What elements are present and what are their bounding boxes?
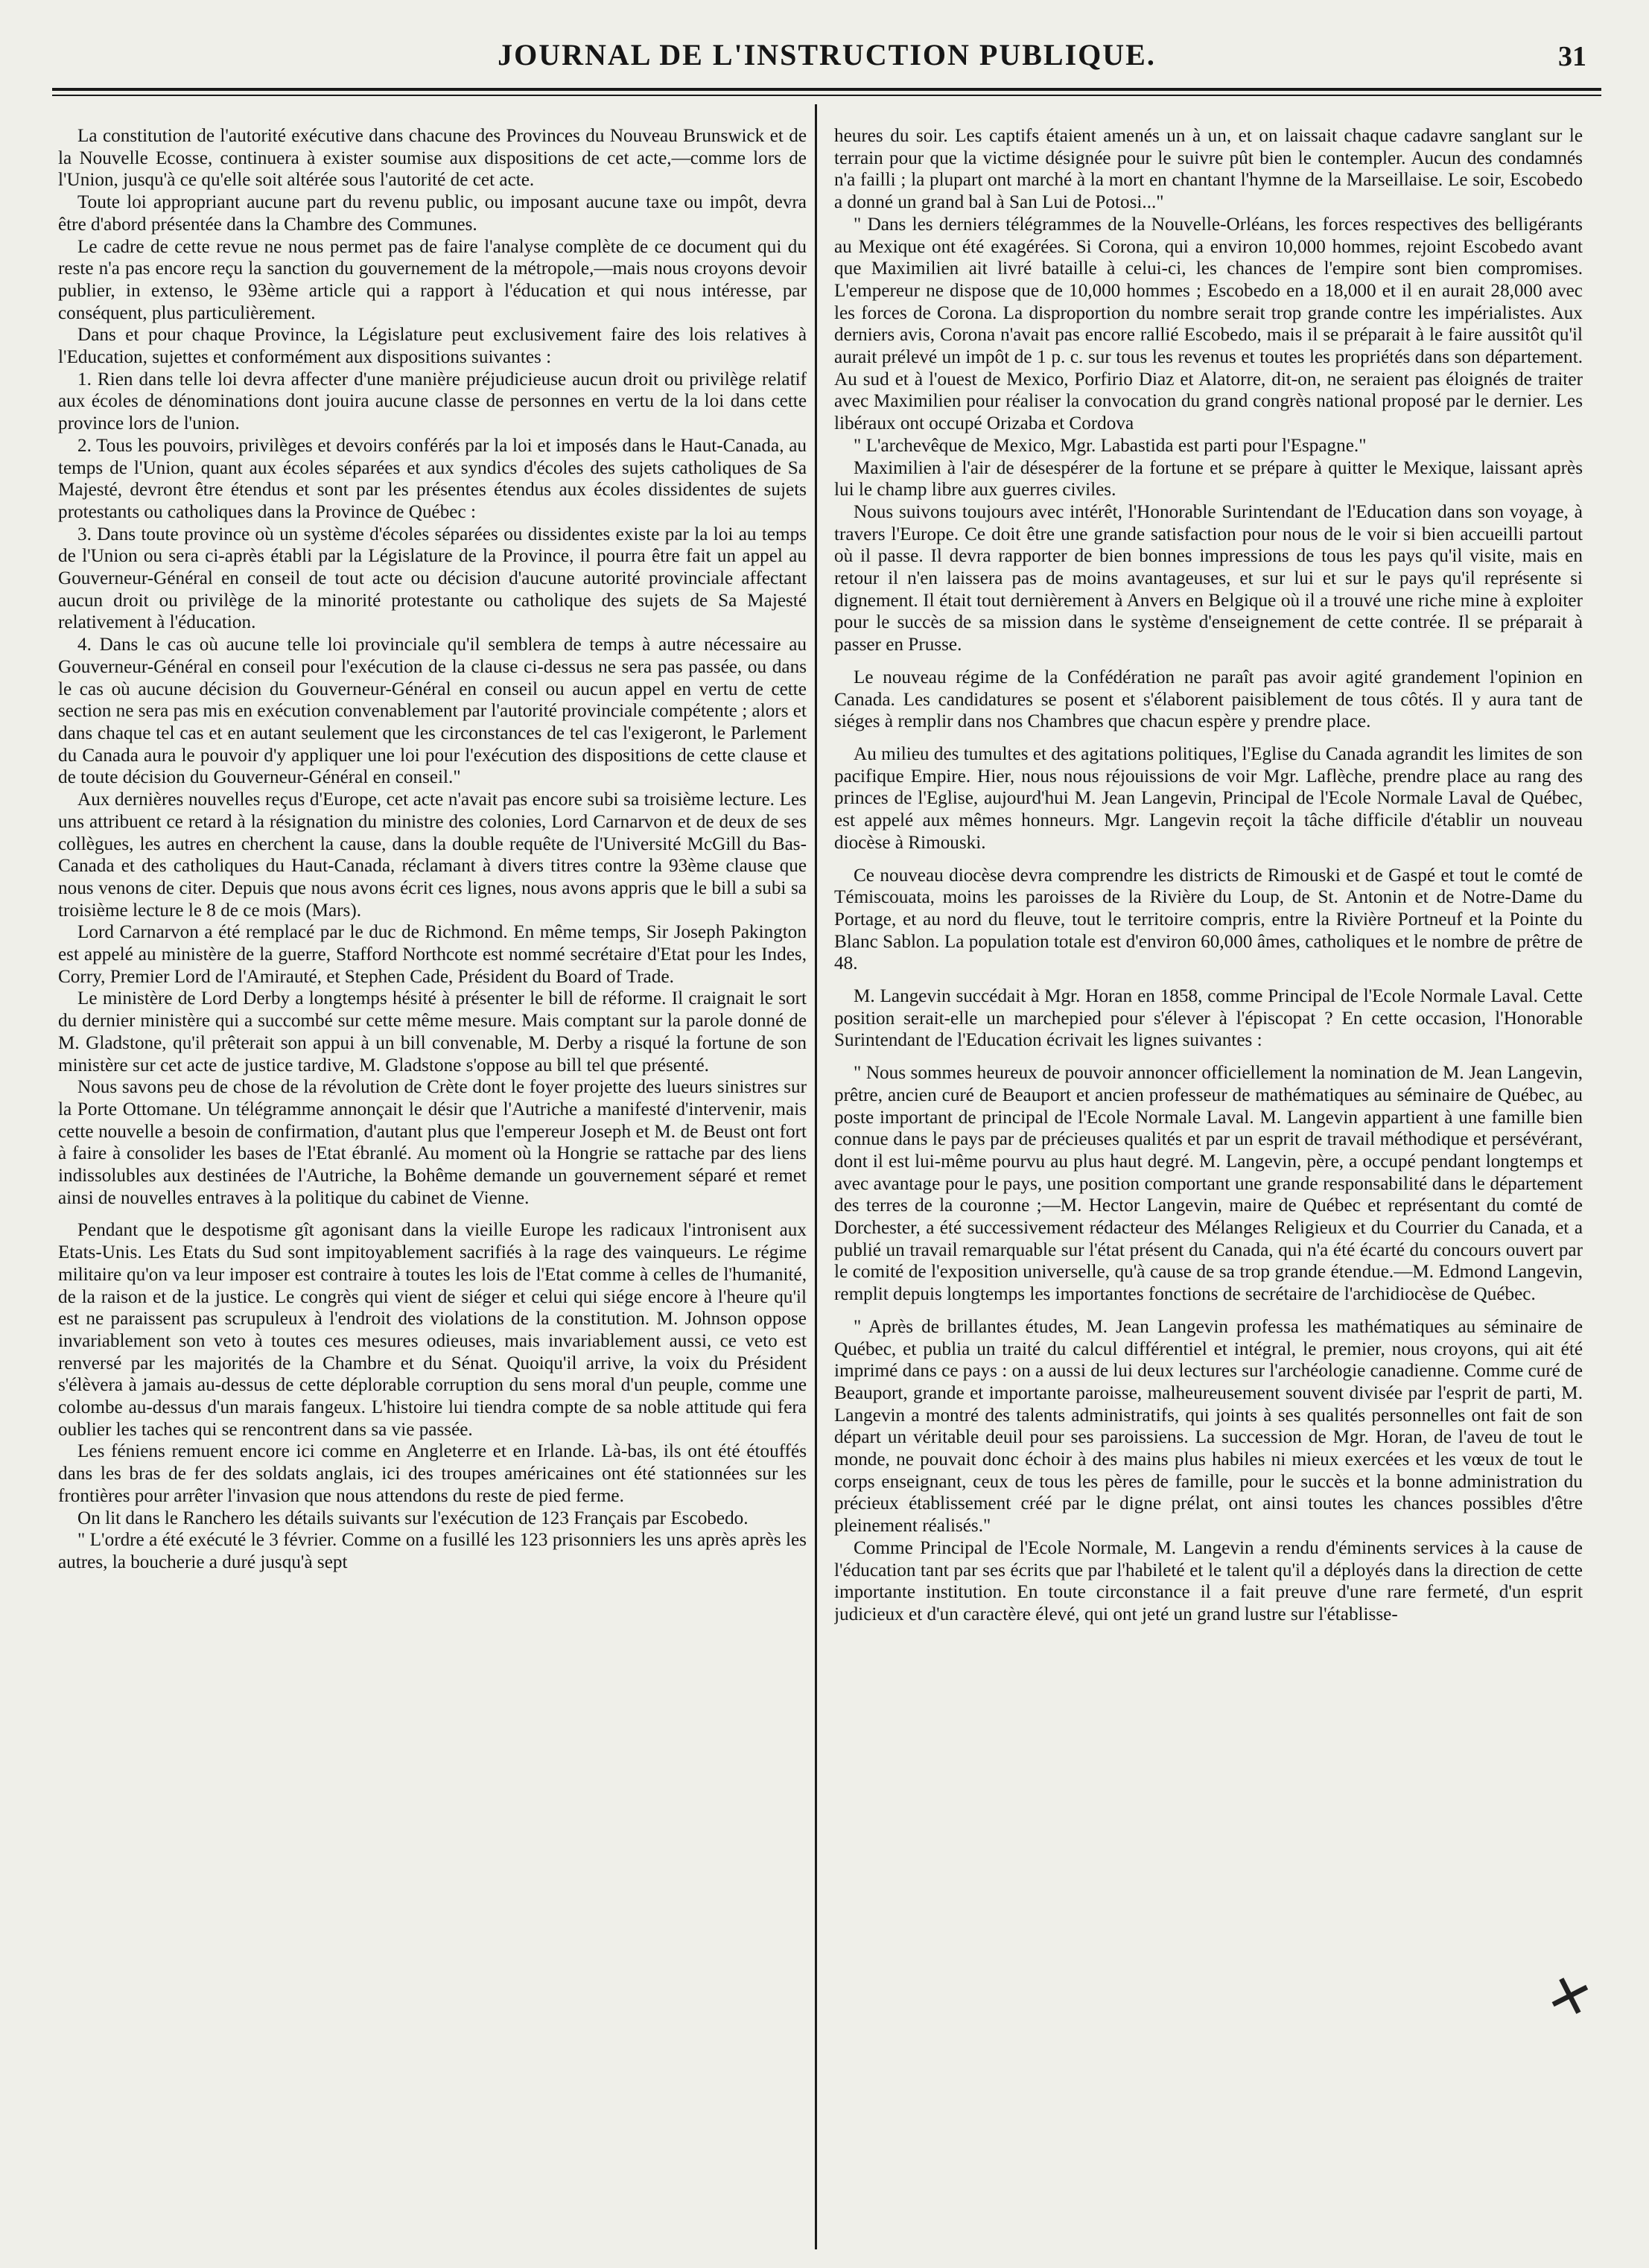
- column-divider: [815, 104, 817, 2249]
- paragraph: Dans et pour chaque Province, la Législature peut exclusivement faire des lois relatives à l'Education, sujettes et conformément aux dispositions suivantes :: [58, 325, 807, 368]
- paragraph: Pendant que le despotisme gît agonisant dans la vieille Europe les radicaux l'intronisent aux Etats-Unis. Les Etats du Sud sont impitoyablement sacrifiés à la rage des vainqueurs. Le régime militaire qu'on va leur imposer est contraire à toutes les lois de l'Etat comme à celles de l'humanité, de la raison et de la justice. Le congrès qui vient de siéger et celui qui siége encore à l'heure qu'il est ne paraissent pas scrupuleux à l'endroit des violations de la constitution. M. Johnson oppose invariablement son veto à toutes ces mesures odieuses, mais invariablement aussi, ce veto est renversé par les majorités de la Chambre et du Sénat. Quoiqu'il arrive, la voix du Président s'élèvera à jamais au-dessus de cette déplorable corruption du sens moral d'un peuple, comme une colombe au-dessus d'un marais fangeux. L'histoire lui tiendra compte de sa noble attitude qui fera oublier les taches qui se rencontrent dans sa vie passée.: [58, 1220, 807, 1440]
- paragraph: 1. Rien dans telle loi devra affecter d'une manière préjudicieuse aucun droit ou privilège relatif aux écoles de dénominations dont jouira aucune classe de personnes en vertu de la loi dans cette province lors de l'union.: [58, 369, 807, 434]
- paragraph: " L'ordre a été exécuté le 3 février. Comme on a fusillé les 123 prisonniers les uns après après les autres, la boucherie a duré jusqu'à sept: [58, 1530, 807, 1572]
- paragraph: Nous savons peu de chose de la révolution de Crète dont le foyer projette des lueurs sinistres sur la Porte Ottomane. Un télégramme annonçait le désir que l'Autriche a manifesté d'intervenir, mais cette nouvelle a besoin de confirmation, d'autant plus que l'empereur Joseph et M. de Beust ont fort à faire à consolider les bases de l'Etat ébranlé. Au moment où la Hongrie se rattache par des liens indissolubles aux destinées de l'Autriche, la Bohême demande un gouvernement séparé et remet ainsi de nouvelles entraves à la politique du cabinet de Vienne.: [58, 1077, 807, 1208]
- paragraph: Comme Principal de l'Ecole Normale, M. Langevin a rendu d'éminents services à la cause de l'éducation tant par ses écrits que par l'habileté et le talent qu'il a déployés dans la direction de cette importante institution. En toute circonstance il a fait preuve d'une rare fermeté, d'un esprit judicieux et d'un caractère élevé, qui ont jeté un grand lustre sur l'établisse-: [834, 1537, 1583, 1624]
- paragraph: Ce nouveau diocèse devra comprendre les districts de Rimouski et de Gaspé et tout le comté de Témiscouata, moins les paroisses de la Rivière du Loup, de St. Antonin et de Notre-Dame du Portage, et au nord du fleuve, tout le territoire compris, entre la Rivière Portneuf et la Pointe du Blanc Sablon. La population totale est d'environ 60,000 âmes, catholiques et le nombre de prêtre de 48.: [834, 865, 1583, 974]
- journal-title: JOURNAL DE L'INSTRUCTION PUBLIQUE.: [498, 38, 1156, 72]
- paragraph: On lit dans le Ranchero les détails suivants sur l'exécution de 123 Français par Escobedo.: [77, 1508, 749, 1528]
- paragraph: Au milieu des tumultes et des agitations politiques, l'Eglise du Canada agrandit les limites de son pacifique Empire. Hier, nous nous réjouissions de voir Mgr. Laflèche, prendre place au rang des princes de l'Eglise, aujourd'hui M. Jean Langevin, Principal de l'Ecole Normale Laval de Québec, est appelé aux mêmes honneurs. Mgr. Langevin reçoit la tâche difficile d'établir un nouveau diocèse à Rimouski.: [834, 743, 1583, 853]
- header-rule-thick: [52, 88, 1601, 91]
- paragraph: Maximilien à l'air de désespérer de la fortune et se prépare à quitter le Mexique, laissant après lui le champ libre aux guerres civiles.: [834, 457, 1583, 501]
- paragraph: 3. Dans toute province où un système d'écoles séparées ou dissidentes existe par la loi au temps de l'Union ou sera ci-après établi par la Législature de la Province, il pourra être fait un appel au Gouverneur-Général en conseil de tout acte ou décision d'aucune autorité provinciale affectant aucun droit ou privilège de la minorité protestante ou catholique des sujets de Sa Majesté relativement à l'éducation.: [58, 524, 807, 633]
- page-number: 31: [1558, 41, 1586, 72]
- paragraph: " L'archevêque de Mexico, Mgr. Labastida est parti pour l'Espagne.": [854, 435, 1367, 456]
- page-header: [52, 30, 1601, 82]
- paragraph: " Nous sommes heureux de pouvoir annoncer officiellement la nomination de M. Jean Langevin, prêtre, ancien curé de Beauport et ancien professeur de mathématiques au séminaire de Québec, au poste important de principal de l'Ecole Normale Laval. M. Langevin appartient à une famille bien connue dans le pays par de précieuses qualités et par un esprit de travail méthodique et persévérant, dont il est lui-même pourvu au plus haut degré. M. Langevin, père, a occupé pendant longtemps et avec avantage pour le pays, une position comportant une grande responsabilité dans le département des terres de la couronne ;—M. Hector Langevin, maire de Québec et représentant du comté de Dorchester, a été successivement rédacteur des Mélanges Religieux et du Courrier du Canada, et a publié un travail remarquable sur l'état présent du Canada, qui n'a été écarté du concours ouvert par le comité de l'exposition universelle, qu'à cause de sa trop grande étendue.—M. Edmond Langevin, remplit depuis longtemps les importantes fonctions de secrétaire de l'archidiocèse de Québec.: [834, 1063, 1583, 1305]
- paragraph: heures du soir. Les captifs étaient amenés un à un, et on laissait chaque cadavre sanglant sur le terrain pour que la victime désignée pour le suivre pût bien le contempler. Aucun des condamnés n'a failli ; la plupart ont marché à la mort en chantant l'hymne de la Marseillaise. Le soir, Escobedo a donné un grand bal à San Lui de Potosi...": [834, 126, 1583, 213]
- paragraph: Toute loi appropriant aucune part du revenu public, ou imposant aucune taxe ou impôt, devra être d'abord présentée dans la Chambre des Communes.: [58, 192, 807, 235]
- paragraph: Le ministère de Lord Derby a longtemps hésité à présenter le bill de réforme. Il craignait le sort du dernier ministère qui a succombé sur cette même mesure. Mais comptant sur la parole donné de M. Gladstone, qu'il prêterait son appui à un bill convenable, M. Derby a risqué la fortune de son ministère sur cet acte de justice tardive, M. Gladstone s'oppose au bill tel que présenté.: [58, 988, 807, 1076]
- paragraph: " Après de brillantes études, M. Jean Langevin professa les mathématiques au séminaire de Québec, et publia un traité du calcul différentiel et intégral, le premier, nous croyons, qui ait été imprimé dans ce pays : on a aussi de lui deux lectures sur l'archéologie canadienne. Comme curé de Beauport, grande et importante paroisse, malheureusement souvent divisée par l'esprit de parti, M. Langevin a montré des talents administratifs, qui joints à ses qualités personnelles ont fait de son départ un véritable deuil pour ses paroissiens. La succession de Mgr. Horan, de l'aveu de tout le monde, ne pouvait donc échoir à des mains plus habiles ni mieux exercées et les vœux de tout le corps enseignant, ceux de tous les pères de famille, pour le succès et la bonne administration du précieux établissement créé par le digne prélat, ont ainsi toutes les chances possibles d'être pleinement réalisés.": [834, 1316, 1583, 1537]
- handwritten-cross-mark: ✕: [1540, 1963, 1599, 2033]
- paragraph: 4. Dans le cas où aucune telle loi provinciale qu'il semblera de temps à autre nécessaire au Gouverneur-Général en conseil pour l'exécution de la clause ci-dessus ne sera pas passée, ou dans le cas où aucune décision du Gouverneur-Général en conseil ou aucun appel en vertu de cette section ne sera pas mis en exécution convenablement par l'autorité provinciale compétente ; alors et dans chaque tel cas et en autant seulement que les circonstances de tel cas l'exigeront, le Parlement du Canada aura le pouvoir d'y appliquer une loi pour l'exécution des dispositions de cette clause et de toute décision du Gouverneur-Général en conseil.": [58, 635, 807, 788]
- paragraph: Nous suivons toujours avec intérêt, l'Honorable Surintendant de l'Education dans son voyage, à travers l'Europe. Ce doit être une grande satisfaction pour nous de le voir si bien accueilli partout où il passe. Il devra rapporter de bien bonnes impressions de tous les pays qu'il visite, mais en retour il n'en laissera pas de moins avantageuses, et sur lui et sur le pays qu'il représente si dignement. Il était tout dernièrement à Anvers en Belgique où il a trouvé une riche mine à exploiter pour le succès de sa mission dans le système d'enseignement de cette contrée. Il se préparait à passer en Prusse.: [834, 501, 1583, 655]
- paragraph: M. Langevin succédait à Mgr. Horan en 1858, comme Principal de l'Ecole Normale Laval. Cette position serait-elle un marchepied pour s'élever à l'épiscopat ? En cette occasion, l'Honorable Surintendant de l'Education écrivait les lignes suivantes :: [834, 986, 1583, 1051]
- paragraph: Aux dernières nouvelles reçus d'Europe, cet acte n'avait pas encore subi sa troisième lecture. Les uns attribuent ce retard à la résignation du ministre des colonies, Lord Carnarvon et de deux de ses collègues, les autres en cherchent la cause, dans la double requête de l'Université McGill du Bas-Canada et des catholiques du Haut-Canada, réclamant à divers titres contre la 93ème clause que nous venons de citer. Depuis que nous avons écrit ces lignes, nous avons appris que le bill a subi sa troisième lecture le 8 de ce mois (Mars).: [58, 790, 807, 921]
- paragraph: Le cadre de cette revue ne nous permet pas de faire l'analyse complète de ce document qui du reste n'a pas encore reçu la sanction du gouvernement de la métropole,—mais nous croyons devoir publier, in extenso, le 93ème article qui a rapport à l'éducation et qui nous intéresse, par conséquent, plus particulièrement.: [58, 236, 807, 323]
- paragraph: Lord Carnarvon a été remplacé par le duc de Richmond. En même temps, Sir Joseph Pakington est appelé au ministère de la guerre, Stafford Northcote est nommé secrétaire d'Etat pour les Indes, Corry, Premier Lord de l'Amirauté, et Stephen Cade, Président du Board of Trade.: [58, 922, 807, 987]
- paragraph: Les féniens remuent encore ici comme en Angleterre et en Irlande. Là-bas, ils ont été étouffés dans les bras de fer des soldats anglais, ici des troupes américaines ont été stationnées sur les frontières pour arrêter l'invasion que nous attendons du reste de pied ferme.: [58, 1441, 807, 1506]
- paragraph: Le nouveau régime de la Confédération ne paraît pas avoir agité grandement l'opinion en Canada. Les candidatures se posent et s'élaborent paisiblement de tous côtés. Il y aura tant de siéges à remplir dans nos Chambres que chacun espère y prendre place.: [834, 667, 1583, 732]
- paragraph: " Dans les derniers télégrammes de la Nouvelle-Orléans, les forces respectives des belligérants au Mexique ont été exagérées. Si Corona, qui a environ 10,000 hommes, rejoint Escobedo avant que Maximilien ait livré bataille à celui-ci, les chances de l'empire sont bien compromises. L'empereur ne dispose que de 10,000 hommes ; Escobedo en a 18,000 et il en aurait 28,000 avec les forces de Corona. La disproportion du nombre serait trop grande contre les impérialistes. Aux derniers avis, Corona n'avait pas encore rallié Escobedo, mais il se préparait à le faire aussitôt qu'il aurait prélevé un impôt de 1 p. c. sur tous les revenus et toutes les propriétés dans son département. Au sud et à l'ouest de Mexico, Porfirio Diaz et Alatorre, dit-on, ne seraient pas éloignés de traiter avec Maximilien pour réaliser la convocation du grand congrès national proposé par le dernier. Les libéraux ont occupé Orizaba et Cordova: [834, 214, 1583, 434]
- left-column: [58, 125, 807, 2248]
- right-column: [834, 125, 1583, 2248]
- header-rule-thin: [52, 95, 1601, 96]
- paragraph: 2. Tous les pouvoirs, privilèges et devoirs conférés par la loi et imposés dans le Haut-Canada, au temps de l'Union, quant aux écoles séparées et aux syndics d'écoles des sujets catholiques de Sa Majesté, devront être étendus et sont par les présentes étendus aux écoles dissidentes de sujets protestants ou catholiques dans la Province de Québec :: [58, 435, 807, 522]
- paragraph: La constitution de l'autorité exécutive dans chacune des Provinces du Nouveau Brunswick et de la Nouvelle Ecosse, continuera à exister soumise aux dispositions de cet acte,—comme lors de l'Union, jusqu'à ce qu'elle soit altérée sous l'autorité de cet acte.: [58, 126, 807, 191]
